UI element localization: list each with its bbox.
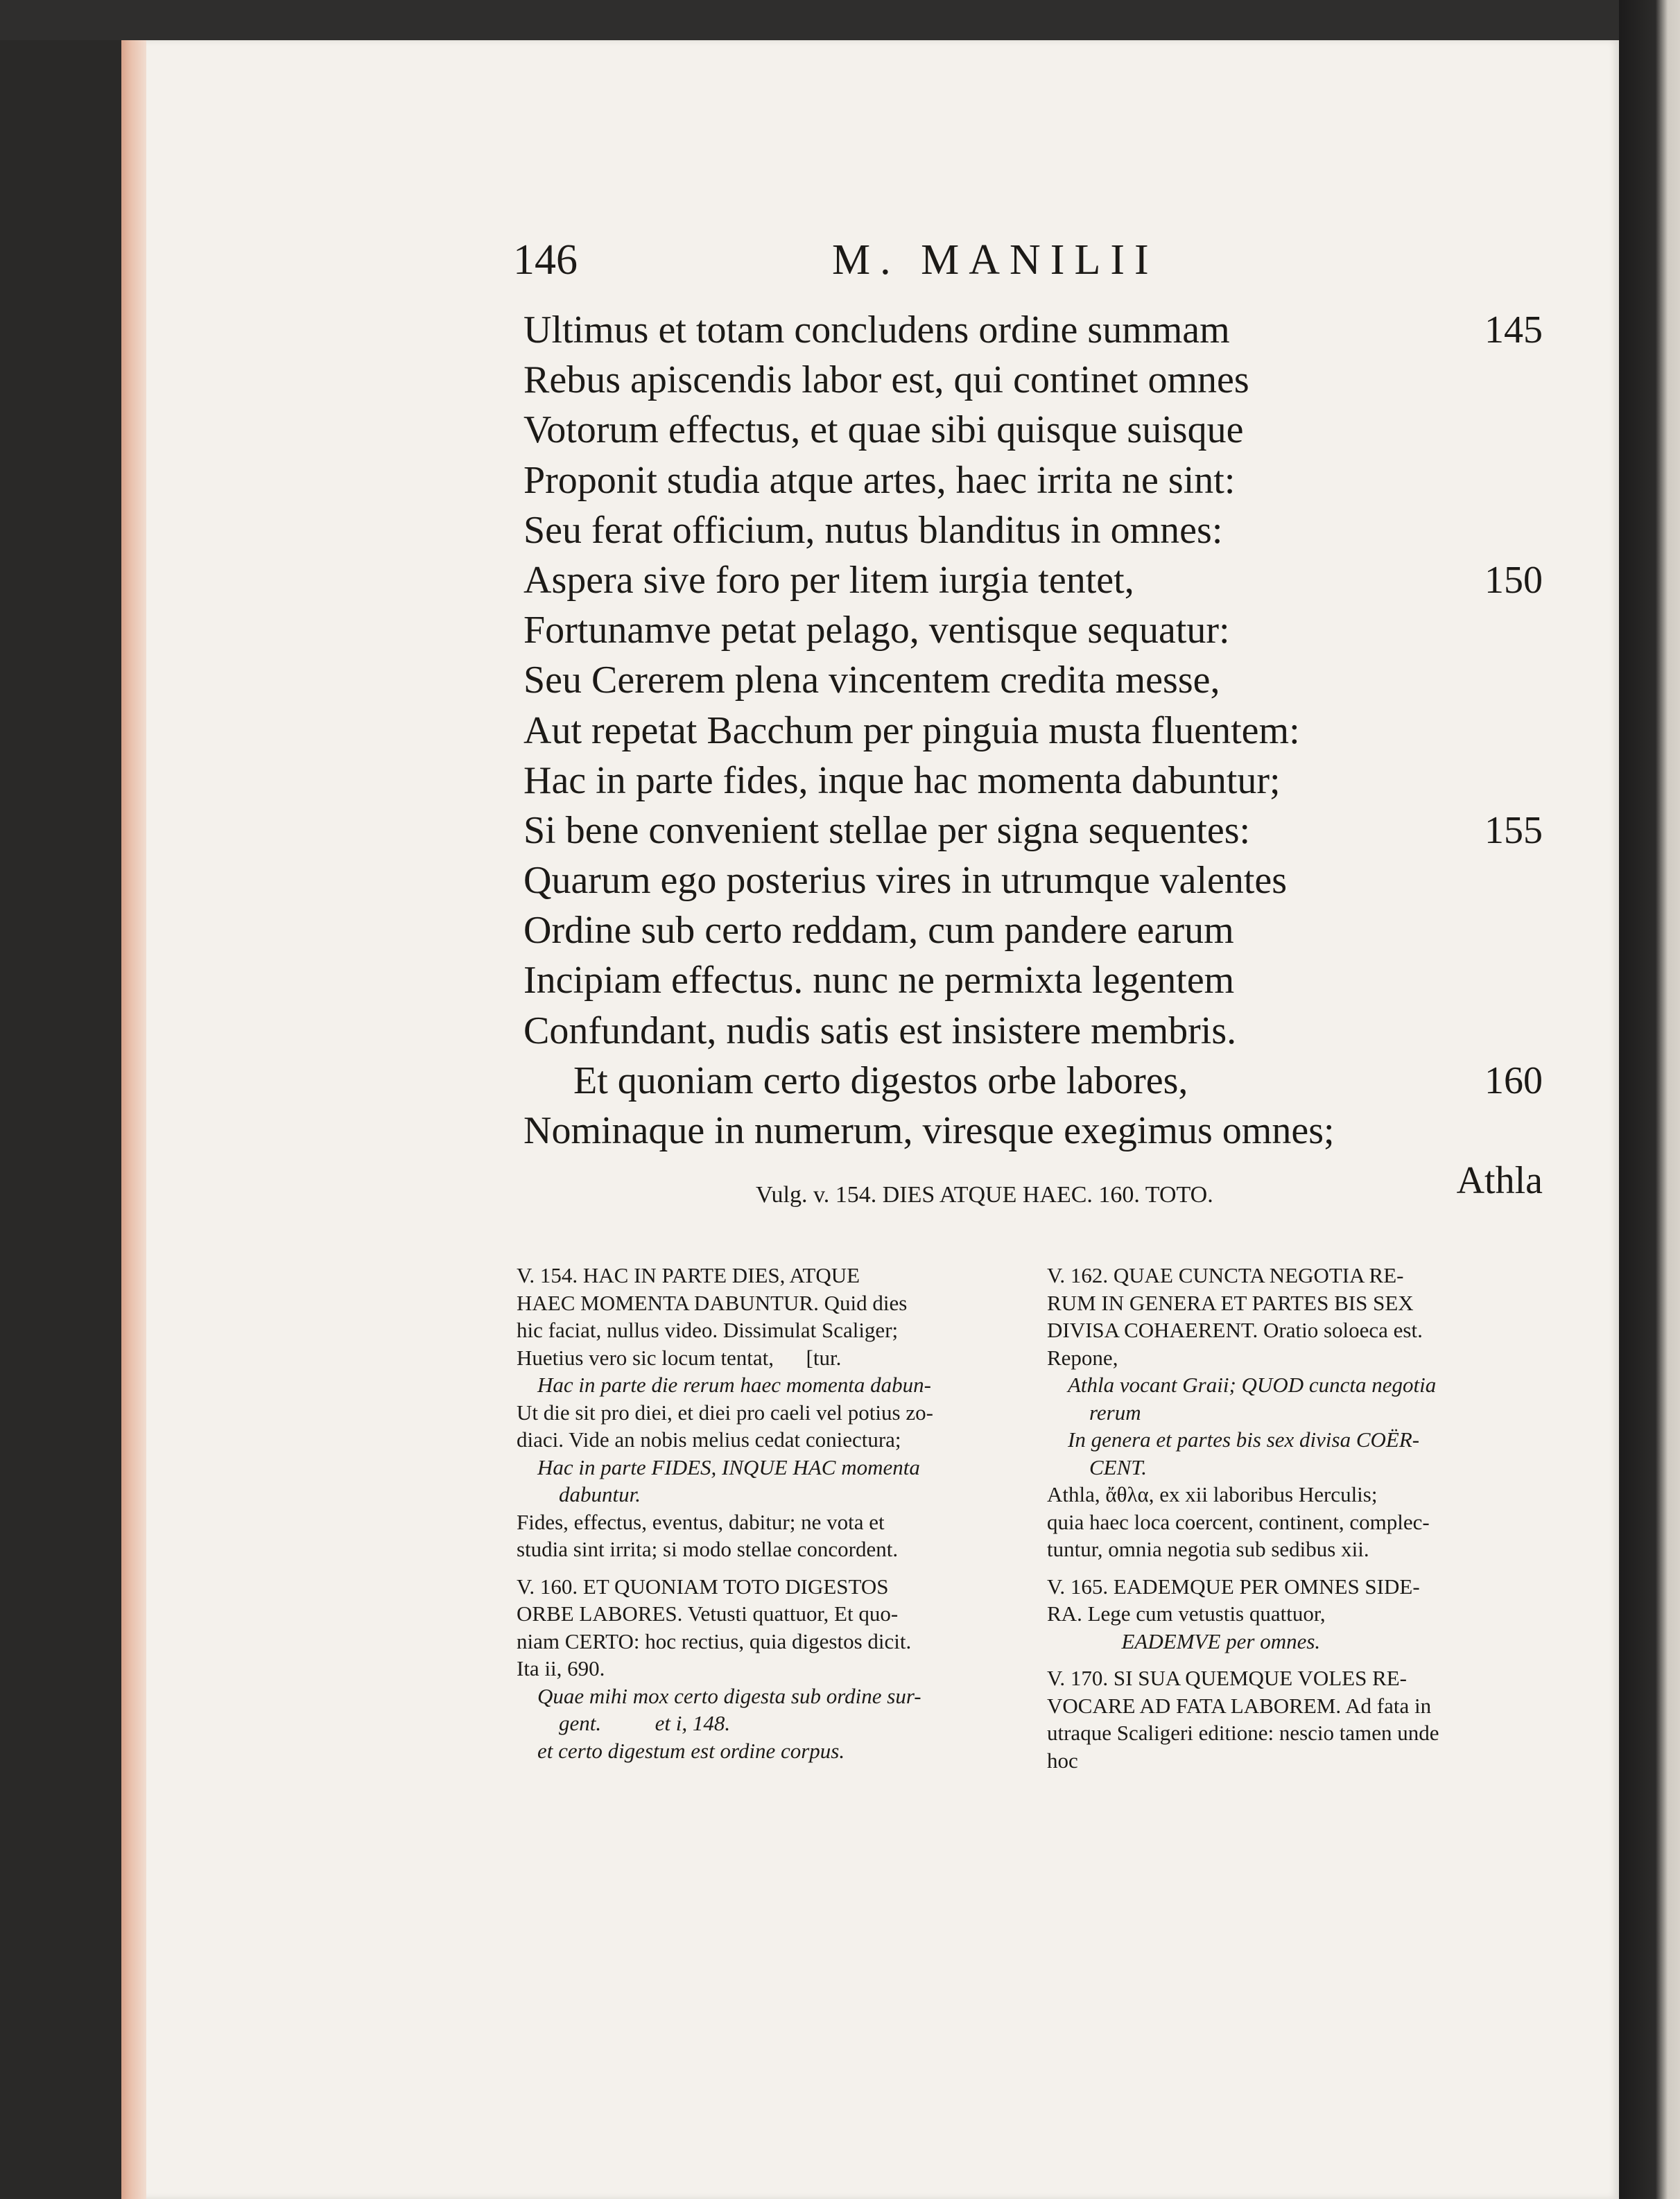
note-line: V. 162. QUAE CUNCTA NEGOTIA RE- bbox=[1047, 1263, 1404, 1287]
note-line: VOCARE AD FATA LABOREM. Ad fata in bbox=[1047, 1693, 1432, 1718]
variant-reading: Vulg. v. 154. DIES ATQUE HAEC. 160. TOTO. bbox=[756, 1182, 1213, 1208]
note-line: dabuntur. bbox=[537, 1482, 641, 1506]
book-gutter bbox=[1619, 0, 1680, 2199]
note-line: HAEC MOMENTA DABUNTUR. Quid dies bbox=[517, 1290, 908, 1315]
verse-text: Quarum ego posterius vires in utrumque valentes bbox=[523, 859, 1288, 903]
line-number: 150 bbox=[1484, 558, 1543, 602]
verse-text: Hac in parte fides, inque hac momenta dabuntur; bbox=[523, 758, 1281, 802]
verse-line bbox=[523, 855, 1543, 905]
verse-text: Ultimus et totam concludens ordine summam bbox=[523, 308, 1230, 351]
verse-text: Votorum effectus, et quae sibi quisque suisque bbox=[523, 408, 1244, 452]
note-line: diaci. Vide an nobis melius cedat coniectura; bbox=[517, 1427, 901, 1452]
note-block bbox=[517, 1262, 1009, 1563]
verse-block bbox=[523, 305, 1543, 1206]
note-line: Hac in parte FIDES, INQUE HAC momenta bbox=[537, 1454, 920, 1479]
verse-text: Seu ferat officium, nutus blanditus in omnes: bbox=[523, 508, 1223, 552]
background-left bbox=[0, 0, 121, 2199]
verse-text: Fortunamve petat pelago, ventisque sequatur: bbox=[523, 609, 1230, 652]
running-head bbox=[513, 236, 1539, 291]
verse-text: Incipiam effectus. nunc ne permixta legentem bbox=[523, 959, 1235, 1002]
line-number: 145 bbox=[1484, 308, 1543, 351]
verse-line bbox=[523, 955, 1543, 1005]
page-edge bbox=[121, 40, 146, 2199]
line-number: 160 bbox=[1484, 1059, 1543, 1102]
verse-line bbox=[523, 355, 1543, 405]
verse-text: Aspera sive foro per litem iurgia tentet, bbox=[523, 558, 1134, 602]
verse-line bbox=[523, 706, 1543, 756]
verse-line bbox=[523, 1056, 1543, 1106]
verse-line bbox=[523, 756, 1543, 806]
verse-text: Et quoniam certo digestos orbe labores, bbox=[573, 1059, 1188, 1102]
verse-line bbox=[523, 305, 1543, 355]
note-line: niam CERTO: hoc rectius, quia digestos dicit. bbox=[517, 1628, 912, 1653]
note-line: gent. et i, 148. bbox=[537, 1711, 731, 1735]
note-line: ORBE LABORES. Vetusti quattuor, Et quo- bbox=[517, 1601, 899, 1626]
verse-line bbox=[523, 655, 1543, 705]
verse-text: Proponit studia atque artes, haec irrita ne sint: bbox=[523, 458, 1236, 502]
note-line: V. 165. EADEMQUE PER OMNES SIDE- bbox=[1047, 1574, 1420, 1599]
verse-line bbox=[523, 905, 1543, 955]
note-line: Athla, ἄθλα, ex xii laboribus Herculis; bbox=[1047, 1482, 1378, 1506]
background-top bbox=[0, 0, 1619, 40]
note-line: V. 154. HAC IN PARTE DIES, ATQUE bbox=[517, 1263, 860, 1287]
note-line: et certo digestum est ordine corpus. bbox=[537, 1738, 845, 1763]
verse-line bbox=[523, 405, 1543, 455]
note-line: CENT. bbox=[1068, 1454, 1147, 1479]
note-line: Fides, effectus, eventus, dabitur; ne vota et bbox=[517, 1509, 885, 1534]
verse-line bbox=[523, 605, 1543, 655]
catchword: Athla bbox=[1456, 1159, 1543, 1203]
verse-line bbox=[523, 1106, 1543, 1156]
note-line: Repone, bbox=[1047, 1345, 1118, 1370]
note-line: studia sint irrita; si modo stellae concordent. bbox=[517, 1537, 899, 1561]
note-line: hic faciat, nullus video. Dissimulat Scaliger; bbox=[517, 1318, 899, 1342]
note-line: quia haec loca coercent, continent, complec- bbox=[1047, 1509, 1430, 1534]
note-line: EADEMVE per omnes. bbox=[1068, 1628, 1321, 1653]
note-line: Ita ii, 690. bbox=[517, 1656, 605, 1680]
notes-right-column bbox=[1047, 1262, 1539, 1784]
verse-text: Aut repetat Bacchum per pinguia musta fluentem: bbox=[523, 709, 1300, 752]
note-line: Huetius vero sic locum tentat, [tur. bbox=[517, 1345, 842, 1370]
note-line: utraque Scaligeri editione: nescio tamen unde bbox=[1047, 1721, 1439, 1745]
verse-text: Rebus apiscendis labor est, qui continet omnes bbox=[523, 358, 1249, 402]
verse-text: Ordine sub certo reddam, cum pandere earum bbox=[523, 909, 1234, 953]
verse-line bbox=[523, 555, 1543, 605]
note-line: rerum bbox=[1068, 1400, 1141, 1425]
note-line: Quae mihi mox certo digesta sub ordine sur- bbox=[537, 1683, 921, 1708]
note-block bbox=[1047, 1573, 1539, 1655]
line-number: 155 bbox=[1484, 808, 1543, 852]
note-block bbox=[1047, 1665, 1539, 1774]
note-line: DIVISA COHAERENT. Oratio soloeca est. bbox=[1047, 1318, 1423, 1342]
note-line: RUM IN GENERA ET PARTES BIS SEX bbox=[1047, 1290, 1414, 1315]
notes-left-column bbox=[517, 1262, 1009, 1774]
verse-text: Si bene convenient stellae per signa sequentes: bbox=[523, 808, 1251, 852]
note-block bbox=[1047, 1262, 1539, 1563]
running-title: M. MANILII bbox=[832, 236, 1159, 284]
verse-line bbox=[523, 455, 1543, 505]
note-block bbox=[517, 1573, 1009, 1765]
verse-text: Confundant, nudis satis est insistere membris. bbox=[523, 1009, 1237, 1052]
verse-text: Seu Cererem plena vincentem credita messe, bbox=[523, 659, 1220, 702]
note-line: Ut die sit pro diei, et diei pro caeli vel potius zo- bbox=[517, 1400, 933, 1425]
verse-line bbox=[523, 1006, 1543, 1056]
note-line: In genera et partes bis sex divisa COËR- bbox=[1068, 1427, 1420, 1452]
note-line: Hac in parte die rerum haec momenta dabun- bbox=[537, 1373, 931, 1397]
note-line: RA. Lege cum vetustis quattuor, bbox=[1047, 1601, 1326, 1626]
page-number: 146 bbox=[513, 236, 578, 284]
verse-line bbox=[523, 806, 1543, 855]
note-line: hoc bbox=[1047, 1748, 1078, 1773]
verse-text: Nominaque in numerum, viresque exegimus omnes; bbox=[523, 1109, 1335, 1152]
note-line: tuntur, omnia negotia sub sedibus xii. bbox=[1047, 1537, 1369, 1561]
note-line: V. 160. ET QUONIAM TOTO DIGESTOS bbox=[517, 1574, 889, 1599]
note-line: V. 170. SI SUA QUEMQUE VOLES RE- bbox=[1047, 1666, 1408, 1690]
verse-line bbox=[523, 505, 1543, 555]
note-line: Athla vocant Graii; QUOD cuncta negotia bbox=[1068, 1373, 1437, 1397]
